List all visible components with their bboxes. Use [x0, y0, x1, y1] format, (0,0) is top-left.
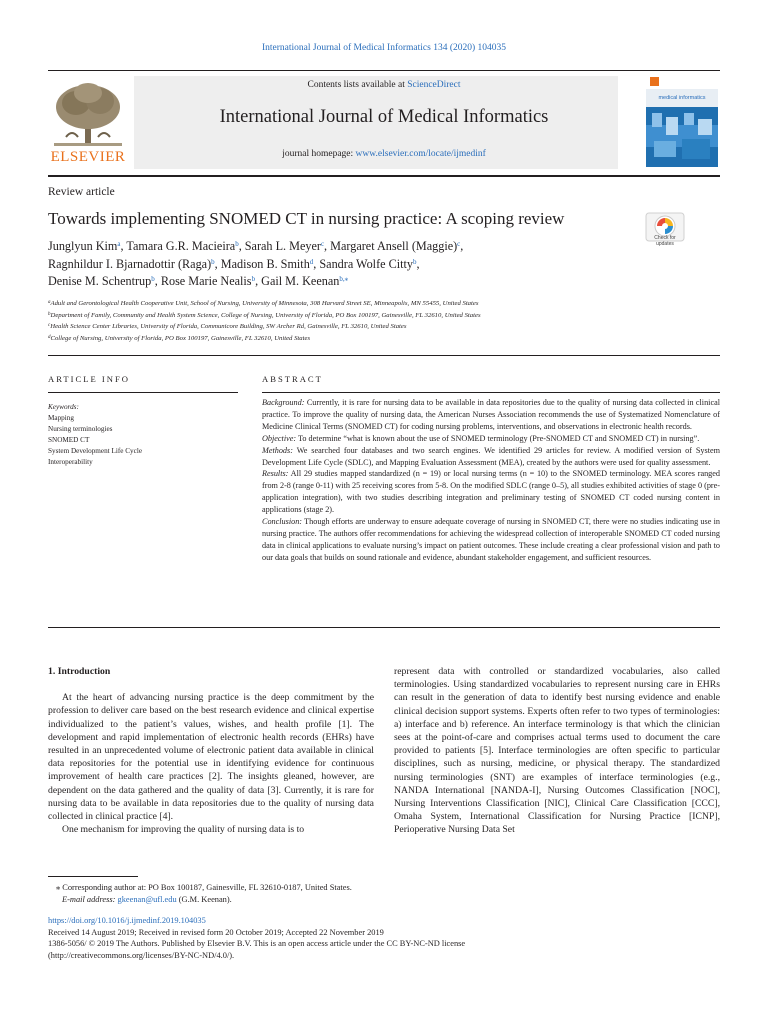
- doi-link[interactable]: https://doi.org/10.1016/j.ijmedinf.2019.104035: [48, 916, 206, 925]
- keywords-block: [48, 402, 238, 468]
- affiliation-text: Adult and Gerontological Health Cooperative Unit, School of Nursing, University of Minnesota, 308 Harvard Street SE, Minneapolis, MN 55455, United States: [50, 300, 479, 307]
- abstract-section-text: All 29 studies mapped standardized (n = 19) or local nursing terms (n = 10) to the SNOMED terminology. MEA scores ranged from 2-8 (range 0-11) with 25 receiving scores from 5-8. On the modified SDLC (range 0–5), all studies exhibited activities of stage 0 (pre-application integration), with two studies describing integration and preliminary testing of SNOMED CT coded nursing content in applications (stage 2).: [262, 469, 720, 515]
- affiliation-marker: b: [48, 311, 51, 317]
- corresponding-author-note: ⁎ Corresponding author at: PO Box 100187, Gainesville, FL 32610-0187, United States.: [56, 883, 352, 892]
- journal-cover-thumbnail[interactable]: [646, 73, 718, 167]
- email-suffix: (G.M. Keenan).: [176, 894, 232, 904]
- keyword: Interoperability: [48, 458, 93, 466]
- author-separator: ,: [324, 239, 331, 253]
- publication-info: [48, 915, 720, 962]
- author-name[interactable]: Gail M. Keenan: [261, 274, 340, 288]
- affiliation-list: [48, 298, 688, 344]
- affiliation: [48, 298, 688, 310]
- keyword: Mapping: [48, 414, 74, 422]
- body-left-column: [48, 665, 374, 836]
- abstract-section-text: To determine “what is known about the use of SNOMED terminology (Pre-SNOMED CT and SNOMED CT) in nursing”.: [296, 433, 700, 443]
- keyword: System Development Life Cycle: [48, 447, 143, 455]
- author-name[interactable]: Tamara G.R. Macieira: [126, 239, 236, 253]
- author-name[interactable]: Rose Marie Nealis: [160, 274, 252, 288]
- affiliation-marker: d: [48, 334, 51, 340]
- affiliation-marker: a: [48, 300, 51, 305]
- footnotes: [48, 882, 720, 905]
- article-info-heading: ARTICLE INFO: [48, 374, 130, 384]
- crossmark-badge[interactable]: [645, 212, 685, 256]
- intro-paragraph-continued: represent data with controlled or standardized vocabularies, also called terminologies. Using standardized vocabularies to represent nursing care in EHRs can result in the generation of data to identify best nursing evidence and enable clinical decision support systems. Experts often refer to two types of terminologies: a) interface and b) reference. An interface terminology is that which the clinician sees at the point-of-care and comprises actual terms used to document the care provided to patients [5]. Interface terminologies are often specific to particular disciplines, such as nursing, medicine, or physical therapy. The standardized nursing terminologies (SNT) are examples of interface terminologies (e.g., NANDA International [NANDA-I], Nursing Outcomes Classification [NOC], Nursing Interventions Classification [NIC], Clinical Care Classification [CCC], Omaha System, International Classification for Nursing Practice [ICNP], Perioperative Nursing Data Set: [394, 666, 720, 836]
- affiliation: [48, 310, 688, 322]
- author-affiliation-marker[interactable]: b: [151, 275, 155, 283]
- author-separator: ,: [120, 239, 127, 253]
- license-url[interactable]: (http://creativecommons.org/licenses/BY-NC-ND/4.0/).: [48, 951, 235, 961]
- abstract-heading: ABSTRACT: [262, 374, 323, 384]
- author-name[interactable]: Junglyun Kim: [48, 239, 118, 253]
- email-label: E-mail address:: [62, 894, 118, 904]
- author-name[interactable]: Denise M. Schentrup: [48, 274, 152, 288]
- abstract-rule: [262, 392, 720, 393]
- journal-cover-image: [646, 73, 718, 167]
- abstract-paragraph: [262, 433, 720, 445]
- intro-paragraph-2: One mechanism for improving the quality of nursing data is to: [62, 824, 305, 836]
- homepage-line: [48, 149, 720, 159]
- publisher-logo-text: ELSEVIER: [50, 149, 126, 165]
- homepage-link[interactable]: www.elsevier.com/locate/ijmedinf: [355, 149, 486, 159]
- journal-reference[interactable]: International Journal of Medical Informatics 134 (2020) 104035: [261, 43, 507, 53]
- author-affiliation-marker[interactable]: c: [457, 240, 461, 248]
- journal-title: International Journal of Medical Informatics: [219, 107, 549, 127]
- keyword: SNOMED CT: [48, 436, 90, 444]
- contents-prefix: Contents lists available at: [307, 80, 408, 90]
- article-title: Towards implementing SNOMED CT in nursing practice: A scoping review: [48, 209, 565, 228]
- affiliation-text: Department of Family, Community and Health System Science, College of Nursing, University of Florida, PO Box 100197, Gainesville, FL 32610, United States: [50, 311, 481, 319]
- affiliation: [48, 333, 688, 345]
- author-name[interactable]: Margaret Ansell (Maggie): [330, 239, 458, 253]
- abstract-section-label: Results:: [262, 469, 289, 479]
- affiliations-rule: [48, 355, 720, 356]
- abstract-section-text: Currently, it is rare for nursing data to be available in data repositories due to the quality of nursing data collected in clinical practice. To improve the quality of nursing data, the American Nurses Association recommends the use of Systematized Nomenclature of Medicine Clinical Terms (SNOMED CT) for coding nursing problems, interventions, and observations in electronic health records.: [262, 398, 720, 431]
- abstract-section-label: Conclusion:: [262, 517, 303, 527]
- homepage-prefix: journal homepage:: [282, 149, 356, 159]
- received-dates: Received 14 August 2019; Received in revised form 20 October 2019; Accepted 22 November 2019: [48, 927, 384, 937]
- author-separator: ,: [460, 239, 464, 253]
- sciencedirect-link[interactable]: ScienceDirect: [407, 80, 461, 90]
- keyword: Nursing terminologies: [48, 425, 113, 433]
- abstract-paragraph: [262, 468, 720, 516]
- keyword-list: [48, 413, 238, 468]
- author-affiliation-marker[interactable]: a: [117, 240, 121, 248]
- author-affiliation-marker[interactable]: b: [235, 240, 239, 248]
- author-separator: ,: [154, 274, 161, 288]
- author-separator: ,: [238, 239, 245, 253]
- affiliation-marker: c: [48, 323, 51, 328]
- abstract-section-label: Background:: [262, 398, 305, 407]
- abstract-section-text: Though efforts are underway to ensure adequate coverage of nursing in SNOMED CT, there were no studies indicating use in nursing practice. The authors offer recommendations for achieving the widespread collection of interoperable SNOMED CT coded nursing data in clinical applications to evaluate nursing’s impact on patient outcomes. These include creating a clear professional vision and path to our data goals that builds on sound rationale and evidence, abundant stakeholder engagement, and sufficient resources.: [262, 517, 720, 562]
- author-name[interactable]: Sarah L. Meyer: [244, 239, 321, 253]
- affiliation-text: College of Nursing, University of Florida, PO Box 100197, Gainesville, FL 32610, United States: [50, 334, 311, 342]
- abstract-section-label: Objective:: [262, 433, 297, 443]
- author-affiliation-marker[interactable]: d: [309, 257, 314, 266]
- author-list: [48, 238, 638, 291]
- abstract-bottom-rule: [48, 627, 720, 628]
- abstract-body: [262, 397, 720, 564]
- abstract-section-label: Methods:: [262, 445, 293, 455]
- author-separator: ,: [416, 256, 420, 271]
- author-affiliation-marker[interactable]: b: [251, 275, 256, 283]
- affiliation: [48, 321, 688, 333]
- author-affiliation-marker[interactable]: c: [320, 240, 325, 248]
- email-line: [48, 894, 720, 906]
- cover-title: medical informatics: [658, 95, 706, 101]
- affiliation-text: Health Science Center Libraries, University of Florida, Communicore Building, SW Archer Rd, Gainesville, FL 32610, United States: [50, 323, 407, 330]
- author-separator: ,: [214, 256, 221, 271]
- author-name[interactable]: Madison B. Smith: [220, 256, 310, 271]
- section-title-introduction: 1. Introduction: [48, 666, 111, 677]
- article-info-rule: [48, 392, 238, 393]
- keywords-label: Keywords:: [48, 403, 79, 411]
- author-affiliation-marker[interactable]: b: [412, 257, 417, 266]
- abstract-paragraph: [262, 445, 720, 469]
- abstract-paragraph: [262, 397, 720, 433]
- intro-paragraph-1: At the heart of advancing nursing practice is the deep commitment by the profession to deliver care based on the best research evidence and clinical expertise individualized to the patient’s values, wishes, and health profile [1]. The development and rapid implementation of electronic health records (EHRs) have resulted in an unprecedented volume of electronic patient data available in clinical data repositories for the potential use in identifying evidence for continuous improvement of health care practices [2]. The insights gleaned, however, are dependent on the data gathered and the quality of data [3]. Currently, it is rare for nursing data to be available in data repositories due to the quality of nursing data collected in clinical practice [4].: [48, 692, 374, 823]
- masthead-bottom-rule: [48, 175, 720, 177]
- abstract-section-text: We searched four databases and two search engines. We identified 29 articles for review. A modified version of System Development Life Cycle (SDLC), and Mapping Evaluation Assessment (MEA), created by the authors were used for quality assessment.: [262, 445, 720, 467]
- abstract-paragraph: [262, 516, 720, 564]
- author-affiliation-marker[interactable]: b: [211, 257, 215, 266]
- article-type: Review article: [48, 186, 115, 198]
- email-link[interactable]: gkeenan@ufl.edu: [117, 894, 177, 904]
- body-right-column: [394, 665, 720, 837]
- author-name[interactable]: Sandra Wolfe Citty: [319, 256, 413, 271]
- author-separator: ,: [255, 274, 262, 288]
- masthead: [48, 71, 720, 169]
- license-statement: 1386-5056/ © 2019 The Authors. Published by Elsevier B.V. This is an open access article under the CC BY-NC-ND license: [48, 939, 466, 949]
- crossmark-text: Check for updates: [654, 235, 676, 247]
- author-affiliation-marker[interactable]: b,⁎: [339, 275, 349, 283]
- author-name[interactable]: Ragnhildur I. Bjarnadottir (Raga): [48, 256, 212, 271]
- footnote-rule: [48, 876, 138, 877]
- author-separator: ,: [313, 256, 320, 271]
- contents-line: [48, 80, 720, 90]
